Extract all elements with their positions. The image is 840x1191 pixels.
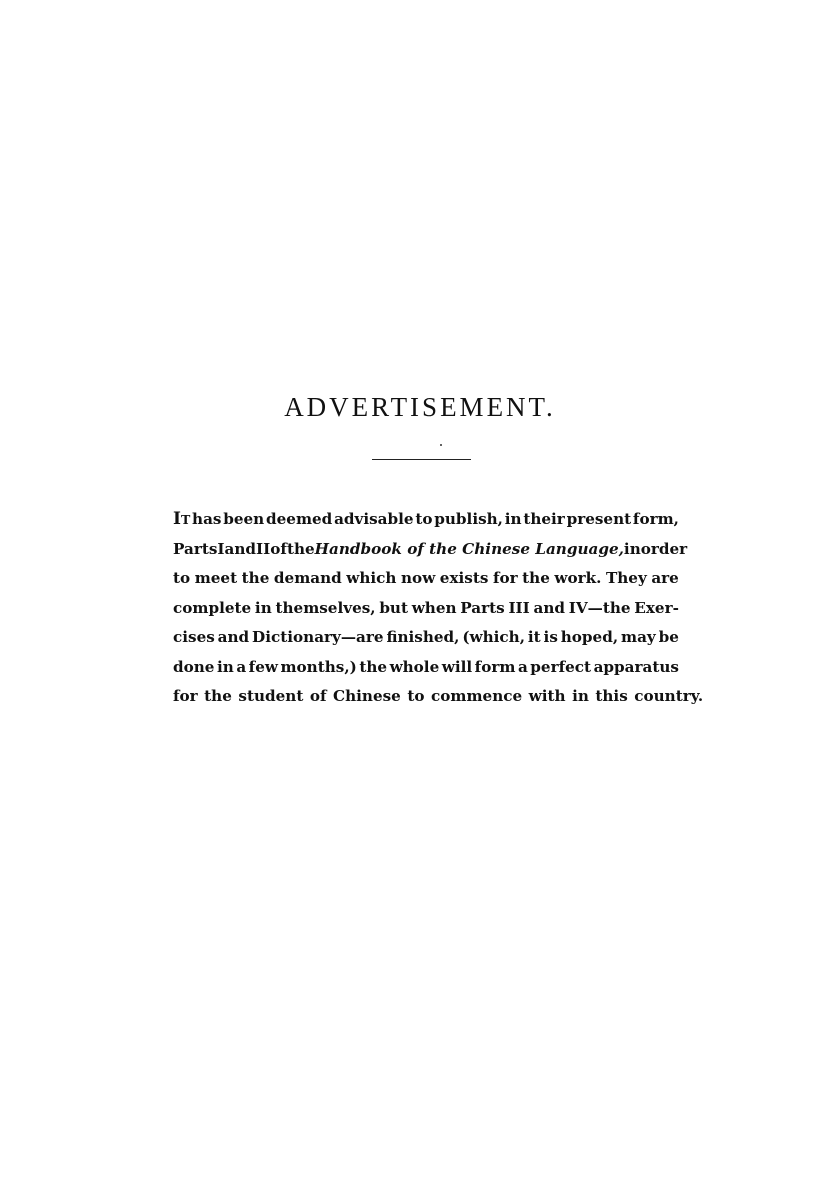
word: perfect xyxy=(530,657,592,676)
word: cises xyxy=(173,628,215,646)
word: the xyxy=(286,539,315,558)
advertisement-paragraph xyxy=(173,505,704,712)
paragraph-line-4 xyxy=(173,594,679,624)
word: finished, xyxy=(386,628,460,646)
word: has xyxy=(192,510,222,528)
word: now xyxy=(401,569,436,587)
word: in xyxy=(623,539,641,558)
word: their xyxy=(523,510,565,528)
word-small-caps: T xyxy=(180,512,191,527)
word: Chinese xyxy=(333,687,401,705)
word: country. xyxy=(634,687,704,705)
word: the xyxy=(522,569,550,587)
word: the xyxy=(204,687,232,705)
word: for xyxy=(492,569,518,587)
word: form xyxy=(474,657,516,676)
word: for xyxy=(173,687,198,705)
paragraph-line-2 xyxy=(173,535,688,565)
word: this xyxy=(595,687,628,705)
paragraph-line-3 xyxy=(173,564,679,594)
word: demand xyxy=(273,569,342,587)
word-initial: I xyxy=(173,509,181,529)
word: form, xyxy=(632,510,679,528)
word: meet xyxy=(194,569,238,587)
heading-rule xyxy=(372,459,471,460)
word: and xyxy=(224,539,257,558)
word: the xyxy=(359,657,388,676)
word: work. xyxy=(554,569,602,587)
word: in xyxy=(504,510,522,528)
word: to xyxy=(407,687,425,705)
word: in xyxy=(254,598,272,617)
word: been xyxy=(223,510,265,528)
word: publish, xyxy=(434,510,503,528)
word: to xyxy=(415,510,433,528)
word: it xyxy=(527,628,541,646)
word: a xyxy=(236,657,247,676)
paragraph-line-7 xyxy=(173,682,704,712)
word: whole xyxy=(389,657,440,676)
word: will xyxy=(441,657,473,676)
paragraph-line-5 xyxy=(173,623,679,653)
word: complete xyxy=(173,598,252,617)
word: with xyxy=(528,687,566,705)
word: a xyxy=(517,657,528,676)
paragraph-line-1 xyxy=(173,505,679,535)
word: Dictionary—are xyxy=(252,628,384,646)
word: I xyxy=(217,539,225,558)
word: in xyxy=(572,687,589,705)
word: to xyxy=(173,569,191,587)
word: Parts xyxy=(173,539,218,558)
word: present xyxy=(566,510,632,528)
word: themselves, xyxy=(275,598,376,617)
word: is xyxy=(543,628,558,646)
word: IV—the xyxy=(568,598,631,617)
word: deemed xyxy=(266,510,333,528)
paragraph-line-6 xyxy=(173,653,679,683)
word: the xyxy=(241,569,270,587)
word: few xyxy=(248,657,278,676)
word: be xyxy=(658,628,679,646)
word: of xyxy=(270,539,287,558)
page-heading: ADVERTISEMENT. xyxy=(284,392,556,422)
word: when xyxy=(411,598,457,617)
word: hoped, xyxy=(560,628,619,646)
word xyxy=(173,505,190,535)
word: commence xyxy=(431,687,523,705)
word: done xyxy=(173,657,215,676)
word: and xyxy=(217,628,250,646)
word: and xyxy=(533,598,566,617)
word: They xyxy=(605,569,647,587)
word: II xyxy=(256,539,271,558)
word: of xyxy=(309,687,327,705)
word: which xyxy=(346,569,397,587)
word: may xyxy=(621,628,656,646)
word: student xyxy=(238,687,304,705)
word: (which, xyxy=(462,628,525,646)
word: III xyxy=(508,598,530,617)
word: are xyxy=(651,569,679,587)
word: Parts xyxy=(460,598,505,617)
word: Exer- xyxy=(634,598,679,617)
word: order xyxy=(640,539,688,558)
word: in xyxy=(216,657,234,676)
word: advisable xyxy=(334,510,414,528)
word: months,) xyxy=(280,657,357,676)
ornament-dot xyxy=(440,444,442,446)
word: apparatus xyxy=(593,657,679,676)
book-title: Handbook of the Chinese Language, xyxy=(314,539,624,558)
word: exists xyxy=(439,569,489,587)
word: but xyxy=(379,598,408,617)
